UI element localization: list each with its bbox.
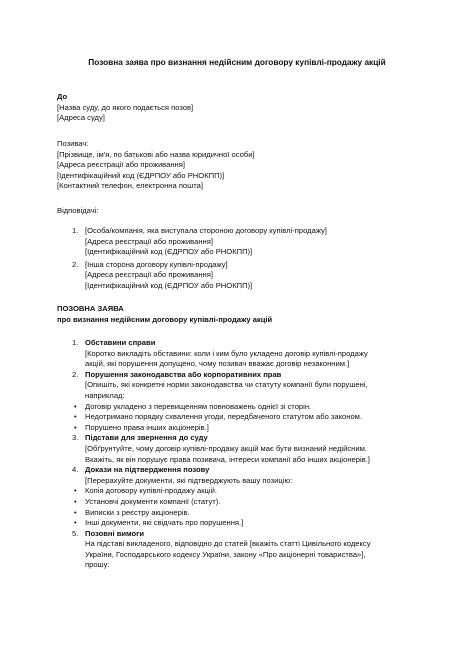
bullet-item	[57, 423, 437, 434]
bullet-icon: •	[74, 401, 77, 411]
defendants-label: Відповідачі:	[57, 206, 99, 215]
bullet-text: Порушено права інших акціонерів.]	[85, 422, 209, 432]
plaintiff-name: [Прізвище, ім'я, по батькові або назва юридичної особи]	[57, 149, 255, 159]
bullet-icon: •	[74, 486, 77, 496]
list-number: 3.	[72, 433, 79, 443]
bullet-item	[57, 518, 437, 529]
defendant-item	[57, 260, 437, 292]
list-number: 1.	[72, 226, 79, 235]
bullet-icon: •	[74, 507, 77, 517]
claim-heading-block	[57, 304, 437, 325]
section-text: прошу:	[85, 560, 110, 570]
defendant-address: [Адреса реєстрації або проживання]	[85, 270, 213, 280]
list-number: 2.	[72, 259, 79, 269]
bullet-text: Копія договору купівлі-продажу акцій.	[85, 486, 217, 496]
bullet-text: Договір укладено з перевищенням повноважень однієї зі сторін.	[85, 401, 312, 411]
section-title: Позовні вимоги	[85, 528, 145, 538]
section-grounds	[57, 433, 437, 465]
section-text: Вкажіть, як він порушує права позивача, інтереси компанії або інших акціонерів.]	[85, 454, 370, 464]
bullet-item	[57, 412, 437, 423]
claim-sections	[57, 338, 437, 571]
bullet-item	[57, 402, 437, 413]
section-text: [Обґрунтуйте, чому договір купівлі-продажу акцій має бути визнаний недійсним.	[85, 443, 367, 453]
section-text: [Опишіть, які конкретні норми законодавства чи статуту компанії були порушені,	[85, 380, 368, 390]
bullet-icon: •	[74, 412, 77, 422]
bullet-text: Недотримано порядку схвалення угоди, передбаченого статутом або законом.	[85, 412, 362, 422]
section-text: [Перерахуйте документи, які підтверджують вашу позицію:	[85, 475, 293, 485]
section-circumstances	[57, 338, 437, 370]
bullet-item	[57, 486, 437, 497]
section-title: Докази на підтвердження позову	[85, 465, 210, 475]
claim-heading: ПОЗОВНА ЗАЯВА	[57, 304, 124, 313]
defendant-id: [Ідентифікаційний код (ЄДРПОУ або РНОКПП)]	[85, 247, 253, 257]
list-number: 5.	[72, 528, 79, 538]
to-label: До	[57, 92, 68, 101]
section-claims	[57, 529, 437, 571]
bullet-item	[57, 508, 437, 519]
section-title: Порушення законодавства або корпоративних прав	[85, 369, 282, 379]
bullet-icon: •	[74, 518, 77, 528]
section-title: Підстави для звернення до суду	[85, 433, 208, 443]
plaintiff-block	[57, 139, 437, 192]
defendant-name: [Особа/компанія, яка виступала стороною договору купівлі-продажу]	[85, 226, 327, 235]
defendant-item	[57, 226, 437, 258]
plaintiff-contacts: [Контактний телефон, електронна пошта]	[57, 181, 203, 191]
bullet-text: Виписки з реєстру акціонерів.	[85, 507, 190, 517]
bullet-icon: •	[74, 422, 77, 432]
plaintiff-id: [Ідентифікаційний код (ЄДРПОУ або РНОКПП)]	[57, 170, 225, 180]
plaintiff-address: [Адреса реєстрації або проживання]	[57, 160, 185, 170]
section-text: наприклад:	[85, 390, 125, 400]
section-violations	[57, 370, 437, 402]
court-name: [Назва суду, до якого подається позов]	[57, 102, 194, 112]
defendant-name: [Інша сторона договору купівлі-продажу]	[85, 259, 228, 269]
bullet-icon: •	[74, 496, 77, 506]
section-evidence	[57, 465, 437, 486]
defendant-address: [Адреса реєстрації або проживання]	[85, 236, 213, 246]
defendant-id: [Ідентифікаційний код (ЄДРПОУ або РНОКПП)]	[85, 280, 253, 290]
bullet-text: Інші документи, які свідчать про порушення.]	[85, 518, 244, 528]
section-text: На підставі викладеного, відповідно до статей [вкажіть статті Цивільного кодексу	[85, 539, 371, 549]
bullet-text: Установчі документи компанії (статут).	[85, 496, 221, 506]
section-text: акцій, які порушення допущено, чому позивач вважає договір незаконним.]	[85, 359, 350, 369]
list-number: 2.	[72, 369, 79, 379]
section-text: [Коротко викладіть обставини: коли і ким було укладено договір купівлі-продажу	[85, 348, 368, 358]
bullet-item	[57, 497, 437, 508]
section-title: Обставини справи	[85, 338, 156, 347]
claim-subheading: про визнання недійсним договору купівлі-продажу акцій	[57, 314, 273, 324]
section-text: України, Господарського кодексу України, закону «Про акціонерні товариства»],	[85, 549, 366, 559]
list-number: 1.	[72, 338, 79, 347]
court-address: [Адреса суду]	[57, 113, 105, 123]
list-number: 4.	[72, 465, 79, 475]
defendants-list	[57, 226, 437, 292]
plaintiff-label: Позивач:	[57, 139, 89, 148]
court-block	[57, 92, 437, 124]
document-title: Позовна заява про визнання недійсним договору купівлі-продажу акцій	[88, 57, 386, 67]
